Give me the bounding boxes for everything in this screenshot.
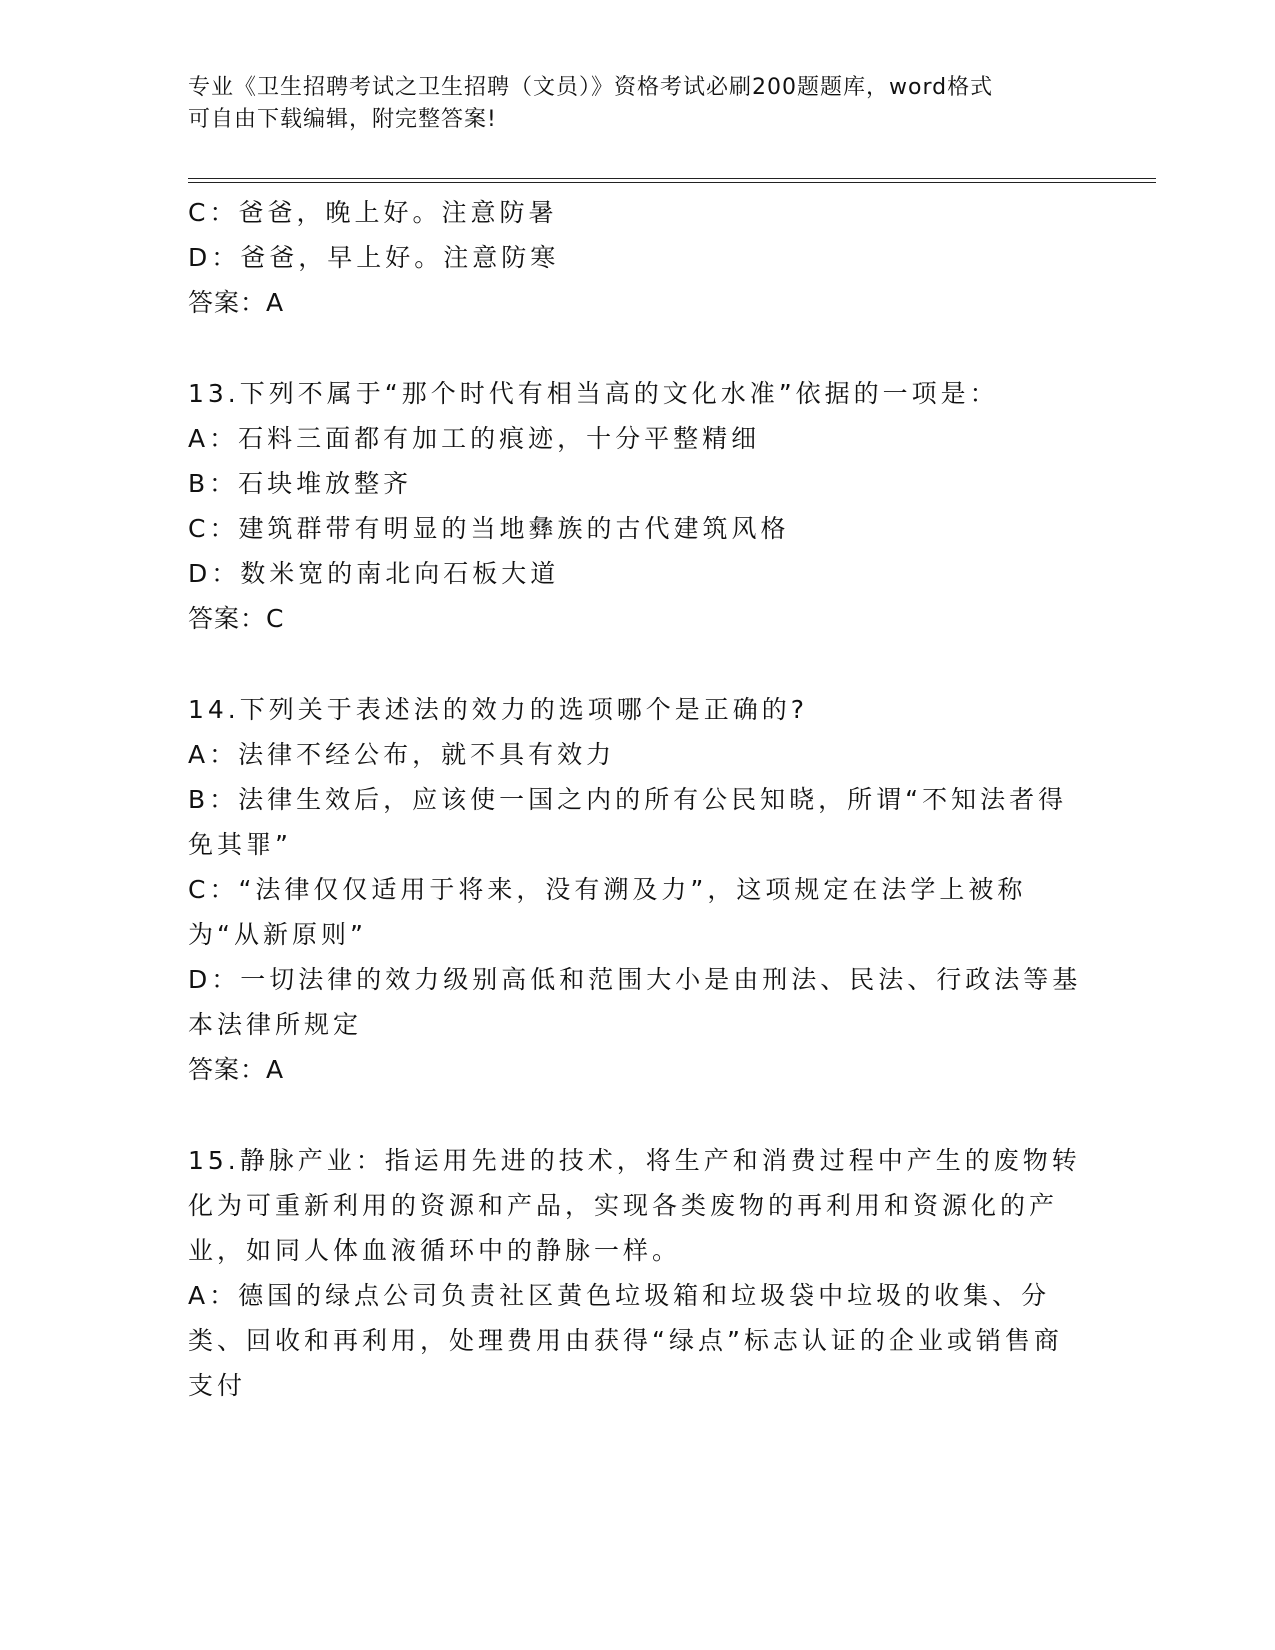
option-b: B：法律生效后，应该使一国之内的所有公民知晓，所谓“不知法者得免其罪” [188, 785, 1068, 859]
option-a: A：德国的绿点公司负责社区黄色垃圾箱和垃圾袋中垃圾的收集、分类、回收和再利用，处理费用由获得“绿点”标志认证的企业或销售商支付 [188, 1281, 1063, 1400]
option-b: B：石块堆放整齐 [188, 469, 413, 498]
option-c: C：“法律仅仅适用于将来，没有溯及力”，这项规定在法学上被称为“从新原则” [188, 875, 1027, 949]
header-title-line-2: 可自由下载编辑，附完整答案! [188, 107, 497, 132]
question-13 [188, 371, 1088, 641]
question-text: 13.下列不属于“那个时代有相当高的文化水准”依据的一项是： [188, 379, 999, 408]
option-a: A：法律不经公布，就不具有效力 [188, 740, 616, 769]
question-text: 15.静脉产业：指运用先进的技术，将生产和消费过程中产生的废物转化为可重新利用的资源和产品，实现各类废物的再利用和资源化的产业，如同人体血液循环中的静脉一样。 [188, 1146, 1081, 1265]
option-d: D：爸爸，早上好。注意防寒 [188, 243, 560, 272]
answer: 答案：A [188, 1055, 285, 1084]
option-c: C：建筑群带有明显的当地彝族的古代建筑风格 [188, 514, 790, 543]
spacer [188, 641, 1088, 687]
option-a: A：石料三面都有加工的痕迹，十分平整精细 [188, 424, 761, 453]
option-d: D：一切法律的效力级别高低和范围大小是由刑法、民法、行政法等基本法律所规定 [188, 965, 1082, 1039]
header-divider [188, 178, 1156, 183]
option-d: D：数米宽的南北向石板大道 [188, 559, 560, 588]
option-c: C：爸爸，晚上好。注意防暑 [188, 198, 558, 227]
answer: 答案：A [188, 288, 285, 317]
question-12-tail [188, 190, 1088, 325]
spacer [188, 1092, 1088, 1138]
question-15 [188, 1138, 1088, 1408]
question-text: 14.下列关于表述法的效力的选项哪个是正确的? [188, 695, 809, 724]
document-header [188, 72, 1088, 136]
document-body [188, 190, 1088, 1408]
question-14 [188, 687, 1088, 1092]
header-title-line-1: 专业《卫生招聘考试之卫生招聘（文员）》资格考试必刷200题题库，word格式 [188, 75, 994, 100]
spacer [188, 325, 1088, 371]
answer: 答案：C [188, 604, 285, 633]
